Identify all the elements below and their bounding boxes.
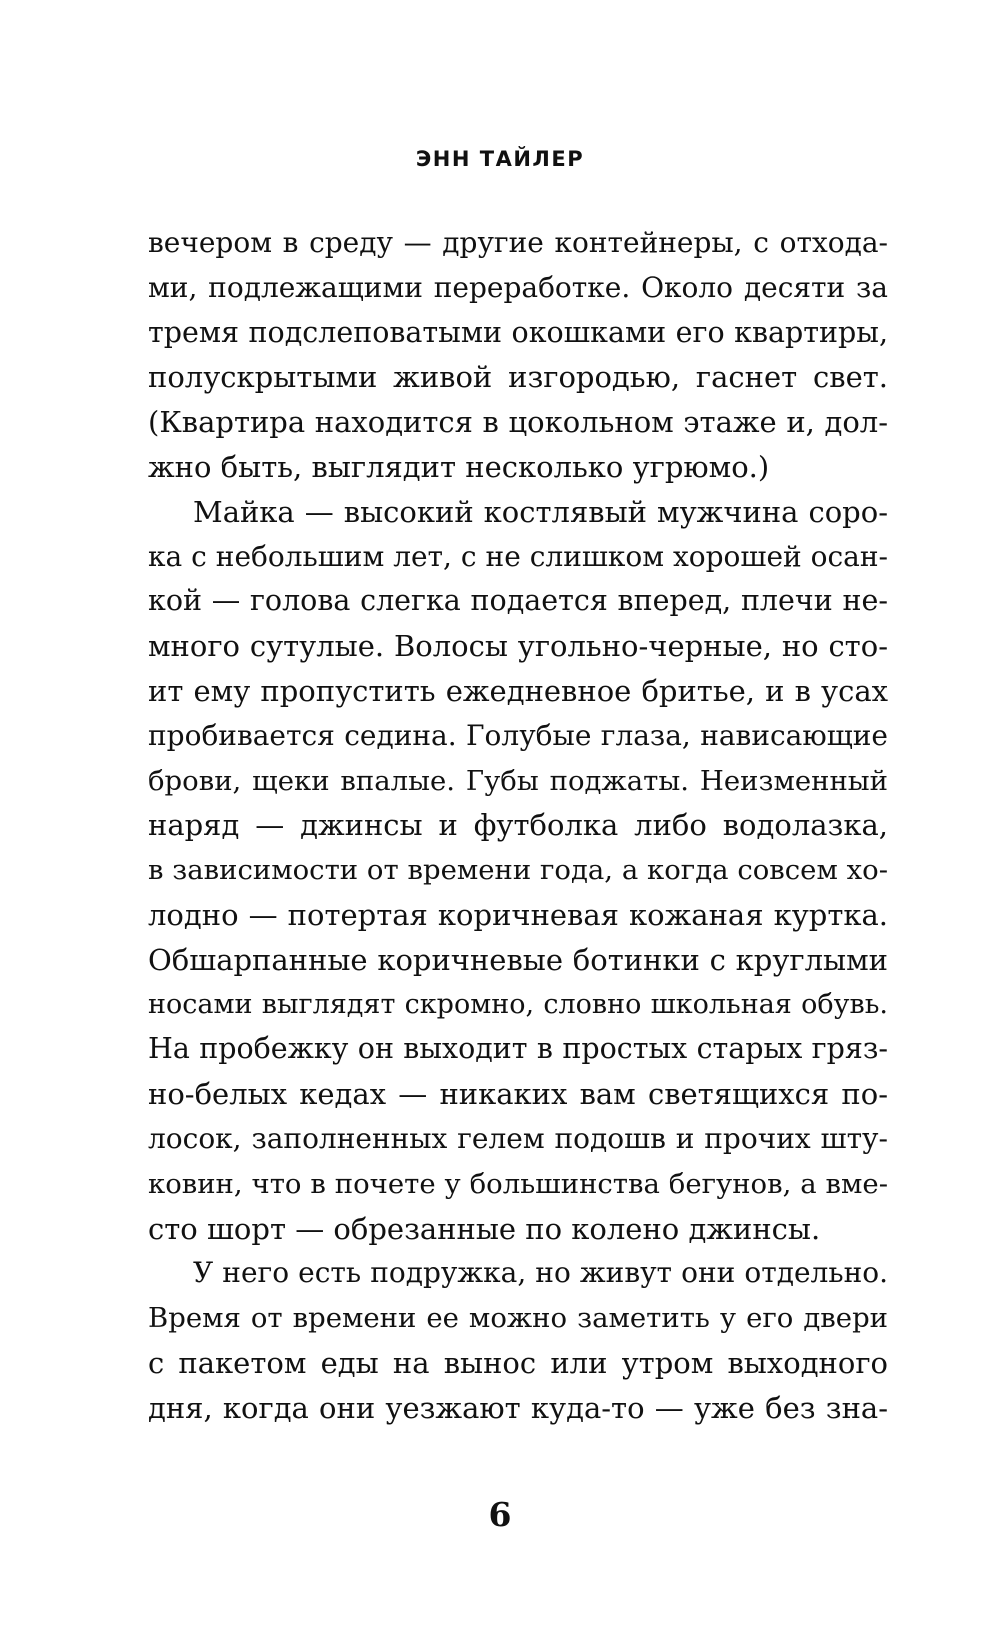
text-line: Обшарпанные коричневые ботинки с круглыми <box>148 942 888 977</box>
text-line: Время от времени ее можно заметить у его двери <box>148 1302 888 1335</box>
text-line: кой — голова слегка подается вперед, плечи не- <box>148 584 888 618</box>
text-line: брови, щеки впалые. Губы поджаты. Неизменный <box>148 764 888 797</box>
text-line: носами выглядят скромно, словно школьная обувь. <box>148 988 888 1020</box>
text-line: полускрытыми живой изгородью, гаснет свет. <box>148 360 888 395</box>
text-line: сто шорт — обрезанные по колено джинсы. <box>148 1211 821 1246</box>
text-line: наряд — джинсы и футболка либо водолазка, <box>148 808 888 843</box>
text-line: пробивается седина. Голубые глаза, нависающие <box>148 718 888 752</box>
running-head: ЭНН ТАЙЛЕР <box>415 147 585 171</box>
text-line: с пакетом еды на вынос или утром выходного <box>148 1345 888 1380</box>
text-line: но-белых кедах — никаких вам светящихся по- <box>148 1077 888 1112</box>
text-line: в зависимости от времени года, а когда совсем хо- <box>148 854 888 887</box>
text-line: ка с небольшим лет, с не слишком хорошей осан- <box>148 539 888 573</box>
text-line: ит ему пропустить ежедневное бритье, и в усах <box>148 673 888 708</box>
text-line: (Квартира находится в цокольном этаже и, дол- <box>148 405 888 440</box>
text-line: дня, когда они уезжают куда-то — уже без зна- <box>148 1390 888 1425</box>
text-line: На пробежку он выходит в простых старых гряз- <box>148 1032 888 1066</box>
text-line: ковин, что в почете у большинства бегунов, а вме- <box>148 1167 888 1200</box>
text-line: тремя подслеповатыми окошками его квартиры, <box>148 315 888 349</box>
text-line: лодно — потертая коричневая кожаная куртка. <box>148 897 888 932</box>
text-line: вечером в среду — другие контейнеры, с отхода- <box>148 226 888 259</box>
text-line: Майка — высокий костлявый мужчина соро- <box>193 494 888 529</box>
text-line: много сутулые. Волосы угольно-черные, но сто- <box>148 629 888 664</box>
text-line: У него есть подружка, но живут они отдельно. <box>193 1256 888 1290</box>
body-text <box>148 221 888 1431</box>
text-line: ми, подлежащими переработке. Около десяти за <box>148 270 888 304</box>
text-line: лосок, заполненных гелем подошв и прочих шту- <box>148 1121 888 1155</box>
text-line: жно быть, выглядит несколько угрюмо.) <box>148 449 770 484</box>
page-number: 6 <box>488 1495 512 1534</box>
